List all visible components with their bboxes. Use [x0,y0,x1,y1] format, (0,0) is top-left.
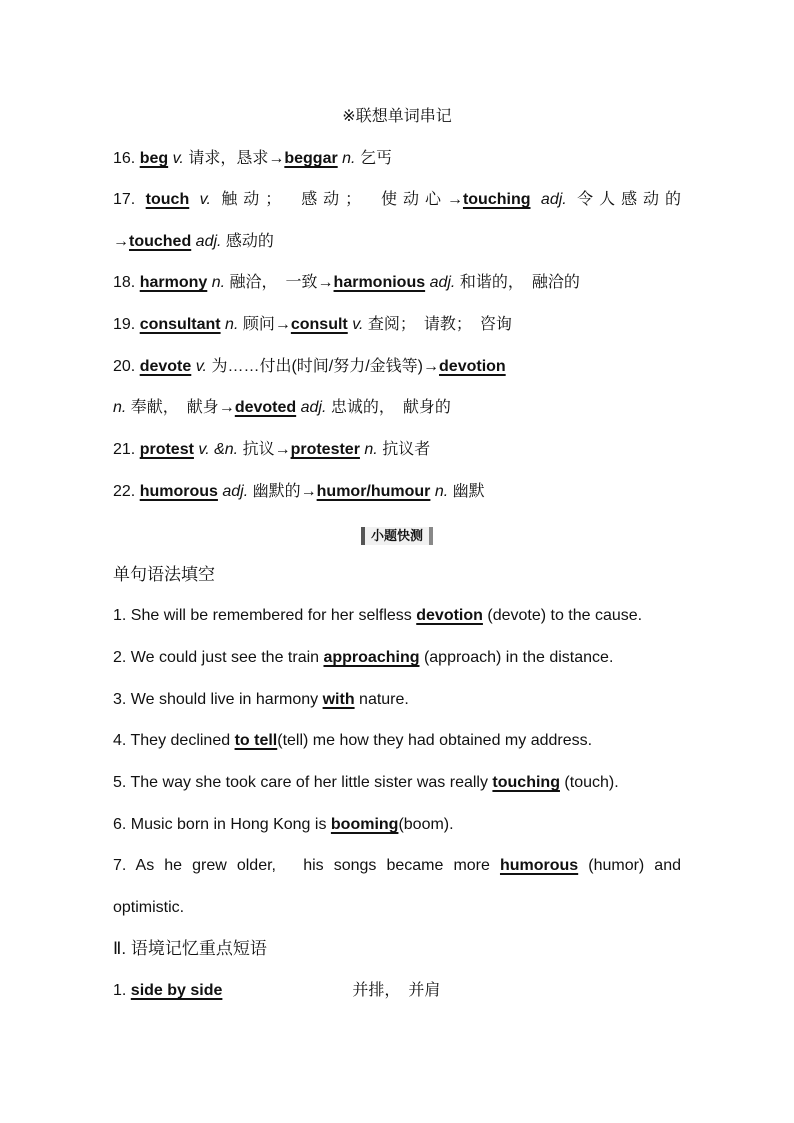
quiz-item-6: 6. Music born in Hong Kong is booming(boom). [113,816,454,833]
quiz-badge-row [0,525,794,547]
quiz-heading: 单句语法填空 [113,565,215,584]
answer-word: consult [290,316,348,333]
vocab-line-22: 22. humorous adj. 幽默的→humor/humour n. 幽默 [113,483,485,500]
answer-word: humorous [139,483,218,500]
answer-word: with [322,691,355,708]
answer-word: beg [139,150,169,167]
vocab-line-19: 19. consultant n. 顾问→consult v. 查阅； 请教； 咨询 [113,316,512,333]
answer-word: devotion [416,607,483,624]
phrase-item-1: 1. side by side 并排， 并肩 [113,982,441,999]
vocab-line-17-cont: →touched adj. 感动的 [113,233,274,250]
quiz-item-1: 1. She will be remembered for her selfless devotion (devote) to the cause. [113,607,643,624]
vocab-line-20: 20. devote v. 为……付出(时间/努力/金钱等)→devotion [113,358,506,375]
vocab-line-21: 21. protest v. &n. 抗议→protester n. 抗议者 [113,441,431,458]
section-title: ※联想单词串记 [342,108,452,125]
quiz-item-7: 7. As he grew older, his songs became more humorous (humor) and [113,857,682,874]
quiz-badge: 小题快测 [361,527,433,545]
vocab-line-18: 18. harmony n. 融洽， 一致→harmonious adj. 和谐的， 融洽的 [113,274,580,291]
answer-word: touching [492,774,560,791]
answer-word: touched [129,233,192,250]
answer-word: humorous [499,857,579,874]
answer-word: touch [145,191,190,208]
quiz-item-2: 2. We could just see the train approaching (approach) in the distance. [113,649,614,666]
answer-word: devote [139,358,192,375]
answer-word: booming [330,816,399,833]
answer-word: side by side [130,982,223,999]
answer-word: consultant [139,316,221,333]
answer-word: to tell [234,732,278,749]
answer-word: protester [290,441,360,458]
vocab-line-16: 16. beg v. 请求，恳求→beggar n. 乞丐 [113,150,392,167]
answer-word: beggar [284,150,338,167]
vocab-line-20-cont: n. 奉献， 献身→devoted adj. 忠诚的， 献身的 [113,399,451,416]
section-2-heading: Ⅱ. 语境记忆重点短语 [113,939,267,958]
quiz-item-7-cont: optimistic. [113,899,185,916]
answer-word: touching [462,191,531,208]
quiz-item-3: 3. We should live in harmony with nature. [113,691,409,708]
answer-word: harmony [139,274,208,291]
answer-word: devoted [234,399,297,416]
answer-word: devotion [439,358,506,375]
answer-word: humor/humour [316,483,431,500]
answer-word: protest [139,441,194,458]
quiz-item-4: 4. They declined to tell(tell) me how they had obtained my address. [113,732,593,749]
quiz-item-5: 5. The way she took care of her little sister was really touching (touch). [113,774,619,791]
vocab-line-17: 17. touch v. 触动； 感动； 使动心→touching adj. 令人感动的 [113,191,682,208]
answer-word: harmonious [333,274,426,291]
answer-word: approaching [323,649,420,666]
